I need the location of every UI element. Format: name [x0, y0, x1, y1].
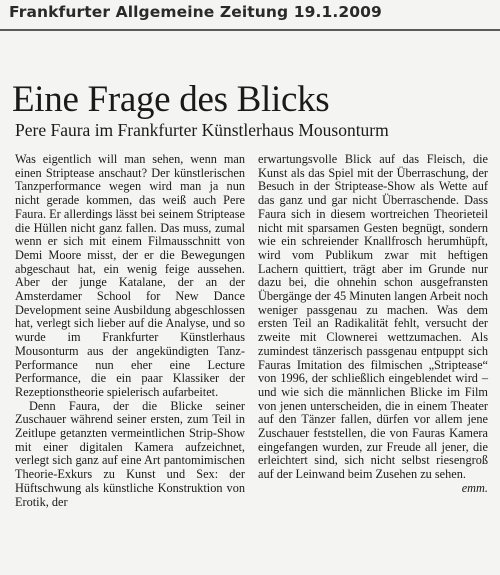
article-column-left — [15, 153, 245, 509]
headline: Eine Frage des Blicks — [12, 79, 330, 120]
subheadline: Pere Faura im Frankfurter Künstlerhaus Mousonturm — [15, 120, 389, 140]
article-paragraph — [258, 152, 488, 495]
masthead: Frankfurter Allgemeine Zeitung 19.1.2009 — [9, 3, 382, 21]
article-paragraph-text: erwartungsvolle Blick auf das Fleisch, die Kunst als das Spiel mit der Überraschung, der Besuch in der Striptease-Show als Wette auf das ganz und gar nicht Überraschende. Dass Faura sich in diesem wortreichen Theorieteil nicht mit sparsamen Gesten begnügt, sondern wie ein schreiender Knallfrosch herumhüpft, wird vom Publikum zwar mit heftigen Lachern quittiert, trägt aber im Grunde nur dazu bei, die ohnehin schon ausgefransten Übergänge der 45 Minuten langen Arbeit noch weniger passgenau zu machen. Was dem ersten Teil an Radikalität fehlt, versucht der zweite mit Clownerei wettzumachen. Als zumindest tänzerisch passgenau entpuppt sich Fauras Imitation des filmischen „Striptease“ von 1996, der schließlich eingeblendet wird – und wie sich die männlichen Blicke im Film von jenen unterscheiden, die in einem Theater auf den Tänzer fallen, dürfen vor allem jene Zuschauer feststellen, die von Fauras Kamera eingefangen wurden, zur Freude all jener, die erleichtert sind, sich nicht selbst riesengroß auf der Leinwand beim Zusehen zu sehen. — [258, 152, 488, 482]
article-column-right — [258, 153, 488, 496]
author-signature: emm. — [461, 480, 488, 495]
article-paragraph: Denn Faura, der die Blicke seiner Zuschauer während seiner ersten, zum Teil in Zeitlupe getanzten vermeintlichen Strip-Show mit einer digitalen Kamera aufzeichnet, verlegt sich ganz auf eine Art pantomimischen Theorie-Exkurs zu Kunst und Sex: der Hüftschwung als künstliche Konstruktion von Erotik, der — [15, 398, 245, 509]
masthead-rule — [0, 29, 500, 31]
article-paragraph: Was eigentlich will man sehen, wenn man einen Striptease anschaut? Der künstlerischen Tanzperformance wegen wird man ja nun nicht gerade kommen, das weiß auch Pere Faura. Er allerdings lässt bei seinem Striptease die Hüllen nicht ganz fallen. Das muss, zumal wenn er sich mit einem Filmausschnitt von Demi Moore misst, der er die Bewegungen abgeschaut hat, ein wenig feige aussehen. Aber der junge Katalane, der an der Amsterdamer School for New Dance Development seine Ausbildung abgeschlossen hat, verlegt sich lieber auf die Analyse, und so wurde im Frankfurter Künstlerhaus Mousonturm aus der angekündigten Tanz-Performance nun eher eine Lecture Performance, die ein paar Klassiker der Rezeptionstheorie spielerisch aufarbeitet. — [15, 152, 245, 399]
